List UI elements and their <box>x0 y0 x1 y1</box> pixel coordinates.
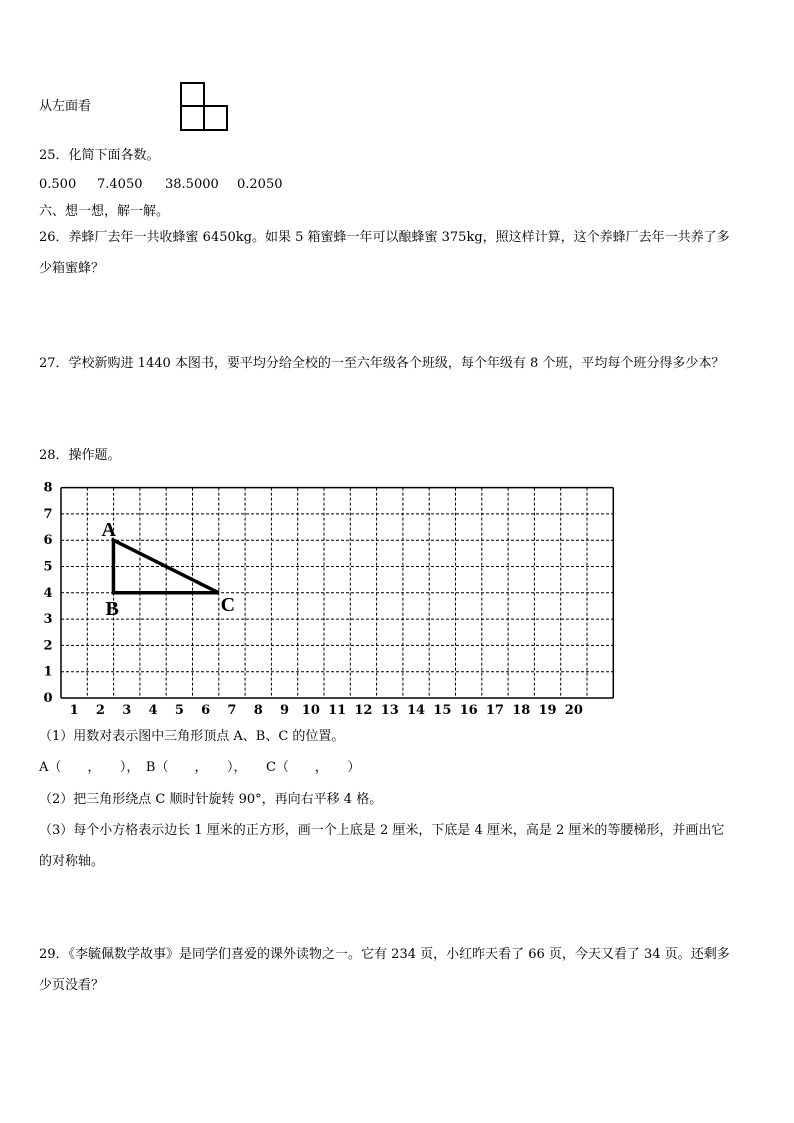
coordinate-grid <box>30 478 620 718</box>
q29-line2: 少页没看？ <box>39 978 105 993</box>
view-square-bottom-right <box>204 106 227 130</box>
q28-sub2: （2）把三角形绕点 C 顺时针旋转 90°，再向右平移 4 格。 <box>39 792 383 807</box>
x-tick-label: 11 <box>328 703 347 718</box>
q28-answer-line: A（ ， ）， B（ ， ）， C（ ， ） <box>39 760 361 775</box>
x-tick-label: 20 <box>564 703 583 718</box>
q25-value-4: 0.2050 <box>237 177 283 192</box>
x-tick-label: 16 <box>459 703 478 718</box>
q27-text: 27．学校新购进 1440 本图书，要平均分给全校的一至六年级各个班级，每个年级有 8 个班，平均每个班分得多少本？ <box>39 356 725 371</box>
left-view-figure <box>178 80 230 136</box>
q25-values <box>39 176 283 194</box>
y-tick-label: 1 <box>43 664 53 680</box>
x-tick-label: 4 <box>148 703 158 718</box>
q28-title: 28．操作题。 <box>39 448 121 463</box>
x-tick-label: 10 <box>301 703 320 718</box>
x-tick-label: 7 <box>227 703 237 718</box>
y-tick-label: 2 <box>43 638 53 654</box>
y-tick-label: 5 <box>43 559 53 575</box>
x-tick-label: 13 <box>380 703 399 718</box>
view-square-bottom-left <box>181 106 204 130</box>
view-square-top <box>181 83 204 106</box>
q28-sub3-line2: 的对称轴。 <box>39 854 105 869</box>
section-heading: 六、想一想，解一解。 <box>39 204 170 219</box>
q29-line1: 29．《李毓佩数学故事》是同学们喜爱的课外读物之一。它有 234 页，小红昨天看了 66 页，今天又看了 34 页。还剩多 <box>39 947 730 962</box>
x-tick-label: 2 <box>95 703 105 718</box>
y-tick-label: 3 <box>43 612 53 628</box>
vertex-label-a: A <box>101 519 116 542</box>
x-tick-label: 12 <box>354 703 373 718</box>
x-tick-label: 14 <box>407 703 426 718</box>
q28-sub1: （1）用数对表示图中三角形顶点 A、B、C 的位置。 <box>39 729 345 744</box>
x-tick-label: 1 <box>69 703 79 718</box>
q25-title: 25．化简下面各数。 <box>39 148 160 163</box>
x-tick-label: 5 <box>174 703 184 718</box>
q26-line1: 26．养蜂厂去年一共收蜂蜜 6450kg。如果 5 箱蜜蜂一年可以酿蜂蜜 375kg，照这样计算，这个养蜂厂去年一共养了多 <box>39 230 730 245</box>
y-tick-label: 7 <box>43 506 53 522</box>
q25-value-3: 38.5000 <box>165 177 219 192</box>
view-label: 从左面看 <box>39 99 92 114</box>
x-tick-label: 6 <box>201 703 211 718</box>
x-tick-label: 19 <box>538 703 557 718</box>
y-tick-label: 6 <box>43 533 53 549</box>
q25-value-1: 0.500 <box>39 177 77 192</box>
x-tick-label: 8 <box>253 703 263 718</box>
q26-line2: 少箱蜜蜂？ <box>39 261 105 276</box>
vertex-label-b: B <box>105 597 119 620</box>
x-tick-label: 18 <box>512 703 531 718</box>
y-tick-label: 0 <box>43 691 53 706</box>
y-tick-label: 8 <box>43 480 53 496</box>
x-tick-label: 15 <box>433 703 452 718</box>
x-tick-label: 9 <box>280 703 290 718</box>
q25-value-2: 7.4050 <box>97 177 143 192</box>
q28-sub3-line1: （3）每个小方格表示边长 1 厘米的正方形，画一个上底是 2 厘米，下底是 4 厘米，高是 2 厘米的等腰梯形，并画出它 <box>39 823 725 838</box>
x-tick-label: 17 <box>485 703 504 718</box>
y-tick-label: 4 <box>43 585 53 601</box>
vertex-label-c: C <box>220 593 236 616</box>
x-tick-label: 3 <box>122 703 132 718</box>
